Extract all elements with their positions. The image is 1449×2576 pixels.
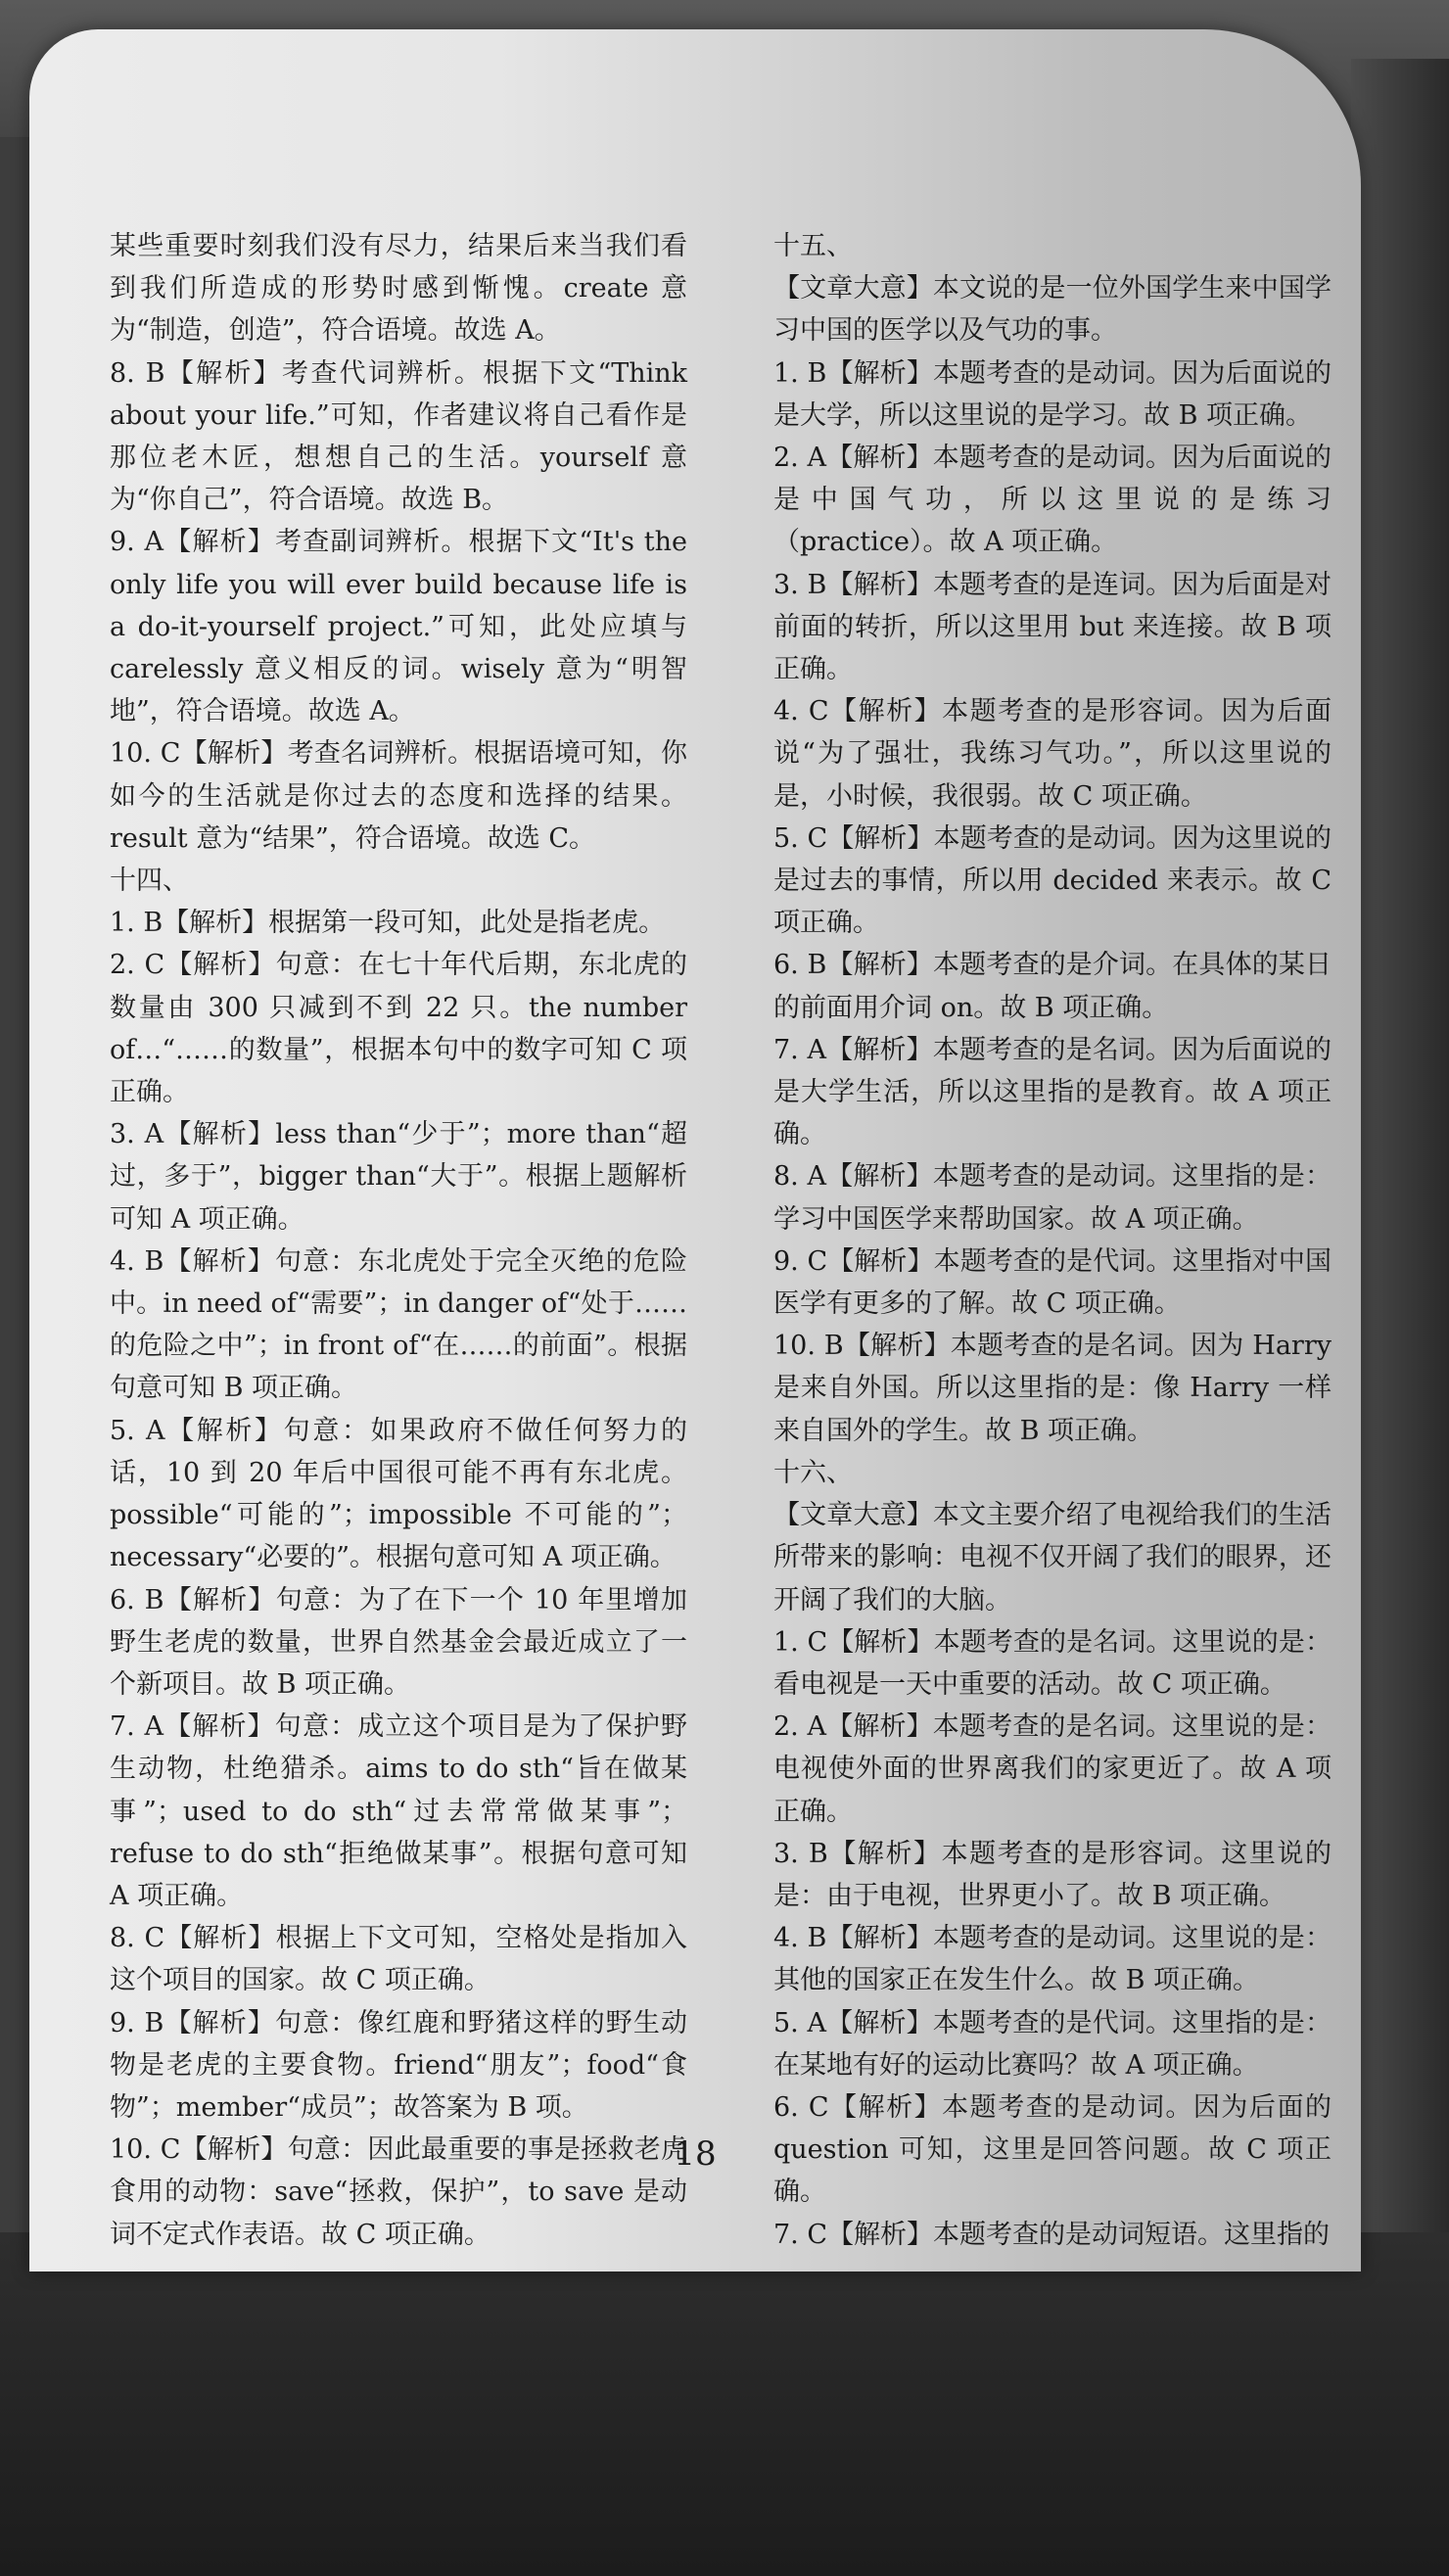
answer-paragraph: 2. A【解析】本题考查的是动词。因为后面说的是中国气功，所以这里说的是练习（practice）。故 A 项正确。 <box>773 443 1332 558</box>
answer-paragraph: 5. C【解析】本题考查的是动词。因为这里说的是过去的事情，所以用 decided 来表示。故 C 项正确。 <box>773 822 1332 939</box>
answer-paragraph: 6. B【解析】句意：为了在下一个 10 年里增加野生老虎的数量，世界自然基金会最近成立了一个新项目。故 B 项正确。 <box>110 1584 687 1700</box>
answer-paragraph: 十四、 <box>110 866 189 897</box>
answer-paragraph: 4. C【解析】本题考查的是形容词。因为后面说“为了强壮，我练习气功。”，所以这里说的是，小时候，我很弱。故 C 项正确。 <box>773 696 1332 812</box>
answer-paragraph: 9. B【解析】句意：像红鹿和野猪这样的野生动物是老虎的主要食物。friend“朋友”；food“食物”；member“成员”；故答案为 B 项。 <box>110 2007 687 2123</box>
answer-paragraph: 4. B【解析】本题考查的是动词。这里说的是：其他的国家正在发生什么。故 B 项正确。 <box>773 1923 1332 1996</box>
answer-paragraph: 8. B【解析】考查代词辨析。根据下文“Think about your life.”可知，作者建议将自己看作是那位老木匠，想想自己的生活。yourself 意为“你自己”，符合语境。故选 B。 <box>110 357 687 516</box>
answer-paragraph: 1. B【解析】根据第一段可知，此处是指老虎。 <box>110 908 666 939</box>
answer-paragraph: 5. A【解析】句意：如果政府不做任何努力的话，10 到 20 年后中国很可能不再有东北虎。possible“可能的”；impossible 不可能的”；necessary“必要的”。根据句意可知 A 项正确。 <box>110 1415 687 1573</box>
answer-paragraph: 9. A【解析】考查副词辨析。根据下文“It's the only life you will ever build because life is a do-it-yourself project.”可知，此处应填与 carelessly 意义相反的词。wisely 意为“明智地”，符合语境。故选 A。 <box>110 527 687 727</box>
answer-paragraph: 3. A【解析】less than“少于”；more than“超过，多于”，bigger than“大于”。根据上题解析可知 A 项正确。 <box>110 1119 687 1235</box>
answer-paragraph: 【文章大意】本文说的是一位外国学生来中国学习中国的医学以及气功的事。 <box>773 273 1332 347</box>
page-number: 18 <box>674 2134 717 2174</box>
background-desk <box>0 2232 1449 2576</box>
answer-paragraph: 3. B【解析】本题考查的是连词。因为后面是对前面的转折，所以这里用 but 来连接。故 B 项正确。 <box>773 569 1332 685</box>
book-page <box>29 29 1361 2272</box>
answer-paragraph: 1. C【解析】本题考查的是名词。这里说的是：看电视是一天中重要的活动。故 C 项正确。 <box>773 1626 1332 1700</box>
answer-paragraph: 6. C【解析】本题考查的是动词。因为后面的 question 可知，这里是回答问题。故 C 项正确。 <box>773 2091 1332 2208</box>
left-column <box>110 225 687 2256</box>
answer-paragraph: 5. A【解析】本题考查的是代词。这里指的是：在某地有好的运动比赛吗？故 A 项正确。 <box>773 2007 1332 2081</box>
answer-paragraph: 10. C【解析】考查名词辨析。根据语境可知，你如今的生活就是你过去的态度和选择的结果。result 意为“结果”，符合语境。故选 C。 <box>110 738 687 854</box>
answer-paragraph: 7. A【解析】本题考查的是名词。因为后面说的是大学生活，所以这里指的是教育。故 A 项正确。 <box>773 1034 1332 1150</box>
answer-paragraph: 1. B【解析】本题考查的是动词。因为后面说的是大学，所以这里说的是学习。故 B 项正确。 <box>773 357 1332 431</box>
answer-paragraph: 8. A【解析】本题考查的是动词。这里指的是：学习中国医学来帮助国家。故 A 项正确。 <box>773 1161 1332 1235</box>
answer-paragraph: 7. A【解析】句意：成立这个项目是为了保护野生动物，杜绝猎杀。aims to do sth“旨在做某事”；used to do sth“过去常常做某事”；refuse to do sth“拒绝做某事”。根据句意可知 A 项正确。 <box>110 1711 687 1911</box>
answer-paragraph: 10. C【解析】句意：因此最重要的事是拯救老虎食用的动物：save“拯救，保护”，to save 是动词不定式作表语。故 C 项正确。 <box>110 2134 687 2250</box>
answer-paragraph: 2. A【解析】本题考查的是名词。这里说的是：电视使外面的世界离我们的家更近了。故 A 项正确。 <box>773 1711 1332 1827</box>
answer-paragraph: 2. C【解析】句意：在七十年代后期，东北虎的数量由 300 只减到不到 22 只。the number of…“……的数量”，根据本句中的数字可知 C 项正确。 <box>110 950 687 1108</box>
background-right-book-edge <box>1351 59 1449 2311</box>
answer-paragraph: 10. B【解析】本题考查的是名词。因为 Harry 是来自外国。所以这里指的是：像 Harry 一样来自国外的学生。故 B 项正确。 <box>773 1331 1332 1446</box>
answer-paragraph: 9. C【解析】本题考查的是代词。这里指对中国医学有更多的了解。故 C 项正确。 <box>773 1245 1332 1320</box>
answer-paragraph: 8. C【解析】根据上下文可知，空格处是指加入这个项目的国家。故 C 项正确。 <box>110 1923 687 1996</box>
answer-paragraph: 7. C【解析】本题考查的是动词短语。这里指的 <box>773 2219 1331 2250</box>
right-column <box>773 225 1332 2256</box>
answer-paragraph: 十六、 <box>773 1457 853 1488</box>
answer-paragraph: 6. B【解析】本题考查的是介词。在具体的某日的前面用介词 on。故 B 项正确。 <box>773 950 1332 1023</box>
answer-paragraph: 某些重要时刻我们没有尽力，结果后来当我们看到我们所造成的形势时感到惭愧。create 意为“制造，创造”，符合语境。故选 A。 <box>110 231 687 347</box>
answer-paragraph: 4. B【解析】句意：东北虎处于完全灭绝的危险中。in need of“需要”；in danger of“处于……的危险之中”；in front of“在……的前面”。根据句意可知 B 项正确。 <box>110 1245 687 1404</box>
answer-paragraph: 【文章大意】本文主要介绍了电视给我们的生活所带来的影响：电视不仅开阔了我们的眼界，还开阔了我们的大脑。 <box>773 1500 1332 1616</box>
answer-paragraph: 3. B【解析】本题考查的是形容词。这里说的是：由于电视，世界更小了。故 B 项正确。 <box>773 1838 1332 1911</box>
answer-paragraph: 十五、 <box>773 231 853 261</box>
